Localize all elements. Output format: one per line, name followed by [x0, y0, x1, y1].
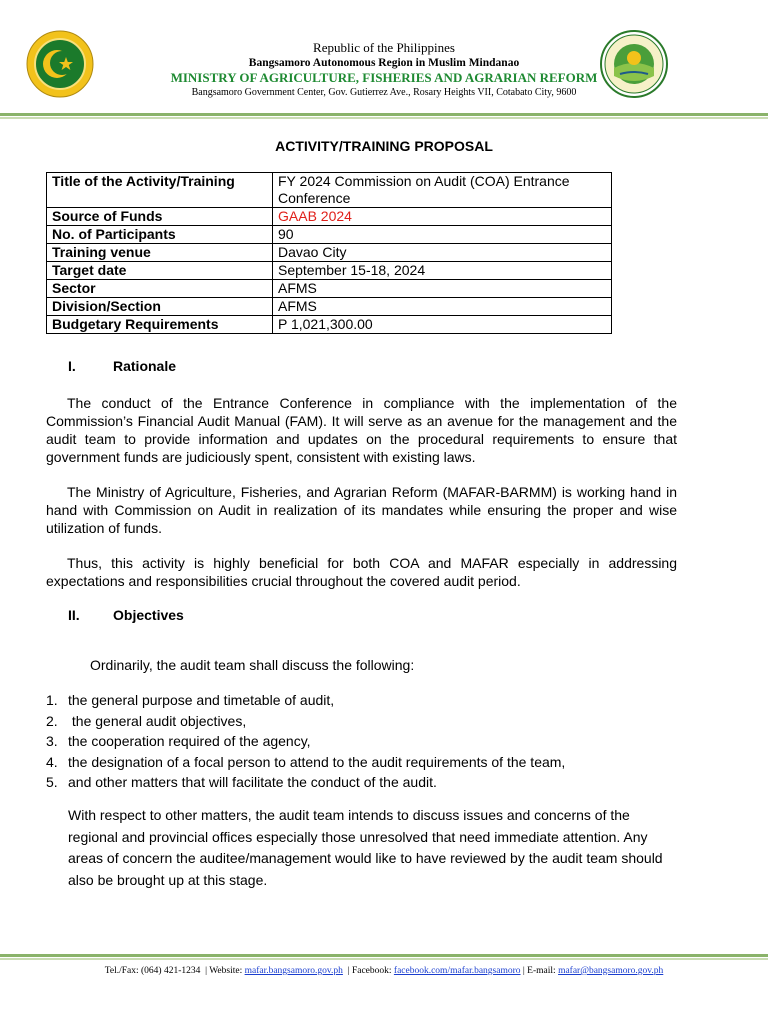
table-row: [47, 262, 612, 280]
list-number: 2.: [46, 712, 58, 729]
footer-email-label: | E-mail:: [522, 966, 556, 976]
letterhead-ministry: MINISTRY OF AGRICULTURE, FISHERIES AND AGRARIAN REFORM: [170, 70, 598, 85]
letterhead: [0, 40, 768, 99]
list-number: 1.: [46, 692, 58, 708]
row-label: Target date: [47, 262, 273, 280]
list-text: the general purpose and timetable of audit,: [68, 692, 335, 708]
paragraph-text: The conduct of the Entrance Conference in compliance with the implementation of the Commission’s Financial Audit Manual (FAM). It will serve as an avenue for the management and the audit team to provide information and updates on the procedural requirements to ensure that government funds are judiciously spent, consistent with existing laws.: [46, 395, 677, 465]
letterhead-region: Bangsamoro Autonomous Region in Muslim Mindanao: [248, 57, 520, 69]
list-text: and other matters that will facilitate the conduct of the audit.: [68, 774, 437, 790]
list-text: the general audit objectives,: [68, 712, 247, 729]
row-label: Budgetary Requirements: [47, 316, 273, 334]
footer-facebook-label: | Facebook:: [347, 966, 392, 976]
list-text: the designation of a focal person to attend to the audit requirements of the team,: [68, 753, 566, 770]
table-row: [47, 280, 612, 298]
footer-email-link[interactable]: mafar@bangsamoro.gov.ph: [558, 966, 664, 976]
list-number: 5.: [46, 774, 58, 790]
objectives-intro: Ordinarily, the audit team shall discuss the following:: [90, 657, 415, 673]
paragraph-text: Thus, this activity is highly beneficial for both COA and MAFAR especially in addressing expectations and responsibilities crucial throughout the covered audit period.: [46, 555, 677, 589]
row-label: No. of Participants: [47, 226, 273, 244]
row-value: AFMS: [273, 280, 612, 298]
table-row: [47, 244, 612, 262]
row-value: September 15-18, 2024: [273, 262, 612, 280]
row-label: Source of Funds: [47, 208, 273, 226]
row-value: FY 2024 Commission on Audit (COA) Entrance Conference: [273, 173, 612, 208]
letterhead-country: Republic of the Philippines: [313, 40, 455, 55]
row-value: AFMS: [273, 298, 612, 316]
table-row: [47, 226, 612, 244]
proposal-info-table: [46, 172, 612, 334]
rationale-paragraph-1: [46, 394, 677, 466]
objectives-closing-paragraph: With respect to other matters, the audit team intends to discuss issues and concerns of the regional and provincial offices especially those unresolved that need immediate attention. Any areas of concern the auditee/management would like to have reviewed by the audit team should also be brought up at this stage.: [68, 807, 663, 888]
list-number: 3.: [46, 733, 58, 749]
row-label: Training venue: [47, 244, 273, 262]
footer-tel: Tel./Fax: (064) 421-1234: [104, 966, 201, 976]
list-item: [46, 711, 565, 732]
footer-contact: [0, 966, 768, 976]
row-label: Division/Section: [47, 298, 273, 316]
section-heading-objectives: [68, 607, 184, 623]
table-row: [47, 173, 612, 208]
footer-website-label: | Website:: [205, 966, 243, 976]
section-number: I.: [68, 358, 76, 374]
table-row: [47, 298, 612, 316]
list-item: [46, 731, 565, 752]
row-value: P 1,021,300.00: [273, 316, 612, 334]
section-number: II.: [68, 607, 80, 623]
header-divider: [0, 112, 768, 121]
paragraph-text: The Ministry of Agriculture, Fisheries, and Agrarian Reform (MAFAR-BARMM) is working hand in hand with Commission on Audit in realization of its mandates while ensuring the proper and wise utilization of funds.: [46, 484, 677, 536]
table-row: [47, 316, 612, 334]
document-title: ACTIVITY/TRAINING PROPOSAL: [275, 138, 493, 154]
section-title: Objectives: [113, 607, 184, 623]
section-heading-rationale: [68, 358, 176, 374]
rationale-paragraph-2: [46, 483, 677, 537]
footer-facebook-link[interactable]: facebook.com/mafar.bangsamoro: [393, 966, 521, 976]
row-label: Sector: [47, 280, 273, 298]
row-value: 90: [273, 226, 612, 244]
rationale-paragraph-3: [46, 554, 677, 590]
section-title: Rationale: [113, 358, 177, 374]
list-text: the cooperation required of the agency,: [68, 733, 311, 749]
table-row: [47, 208, 612, 226]
list-number: 4.: [46, 753, 58, 770]
objectives-list: [46, 690, 565, 793]
row-value: Davao City: [273, 244, 612, 262]
footer-divider: [0, 953, 768, 962]
list-item: [46, 772, 565, 793]
list-item: [46, 690, 565, 711]
list-item: [46, 752, 565, 773]
row-value: GAAB 2024: [273, 208, 612, 226]
letterhead-address: Bangsamoro Government Center, Gov. Gutierrez Ave., Rosary Heights VII, Cotabato City, 9600: [191, 87, 577, 98]
footer-website-link[interactable]: mafar.bangsamoro.gov.ph: [244, 966, 343, 976]
row-label: Title of the Activity/Training: [47, 173, 273, 208]
